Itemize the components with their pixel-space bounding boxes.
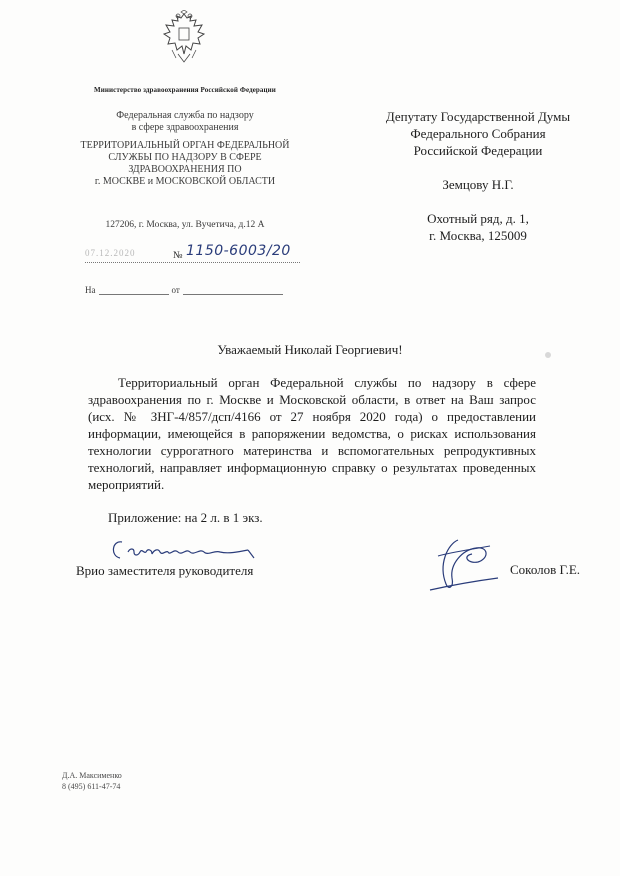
registration-line <box>85 243 305 262</box>
recipient-name: Земцову Н.Г. <box>442 177 514 192</box>
executor-block <box>62 770 122 792</box>
ministry-name: Министерство здравоохранения Российской Федерации <box>94 86 276 94</box>
recipient-block <box>358 108 598 244</box>
signer-position: Врио заместителя руководителя <box>76 563 254 578</box>
date-stamp: 07.12.2020 <box>85 248 136 258</box>
letter-body: Территориальный орган Федеральной службы по надзору в сфере здравоохранения по г. Москве и Московской области, в ответ на Ваш запрос (исх. № ЗНГ-4/857/дсп/4166 от 27 ноября 2020 года) о предоставлении информации, имеющейся в рапоряжении ведомства, о рисках использования технологии суррогатного материнства и вспомогательных репродуктивных технологий, направляет информационную справку о результатах проведенных мероприятий. <box>88 375 536 492</box>
on-label: На <box>85 285 96 295</box>
recipient-address-2: г. Москва, 125009 <box>429 228 527 243</box>
service-line-2: в сфере здравоохранения <box>131 122 239 133</box>
organ-line-2: СЛУЖБЫ ПО НАДЗОРУ В СФЕРЕ <box>108 152 262 163</box>
from-label: от <box>171 285 180 295</box>
organ-line-1: ТЕРРИТОРИАЛЬНЫЙ ОРГАН ФЕДЕРАЛЬНОЙ <box>80 140 290 151</box>
reference-line <box>85 285 315 295</box>
coat-of-arms-icon <box>158 10 210 68</box>
executor-phone: 8 (495) 611-47-74 <box>62 782 121 791</box>
organ-line-3: ЗДРАВООХРАНЕНИЯ ПО <box>128 164 242 175</box>
signature <box>418 534 508 594</box>
number-prefix: № <box>173 250 183 261</box>
signer-name: Соколов Г.Е. <box>510 562 581 577</box>
registration-rule <box>85 262 300 263</box>
recipient-address-1: Охотный ряд, д. 1, <box>427 211 529 226</box>
sender-address: 127206, г. Москва, ул. Вучетича, д.12 А <box>105 220 265 230</box>
attachment-note: Приложение: на 2 л. в 1 экз. <box>108 510 263 525</box>
registration-number: 1150-6003/20 <box>186 243 291 259</box>
service-line-1: Федеральная служба по надзору <box>116 110 254 121</box>
executor-name: Д.А. Максименко <box>62 771 122 780</box>
organ-line-4: г. МОСКВЕ и МОСКОВСКОЙ ОБЛАСТИ <box>94 176 276 187</box>
recipient-line-3: Российской Федерации <box>413 143 543 158</box>
salutation: Уважаемый Николай Георгиевич! <box>217 342 403 357</box>
recipient-line-1: Депутату Государственной Думы <box>385 109 571 124</box>
recipient-line-2: Федерального Собрания <box>410 126 546 141</box>
sender-block <box>55 110 315 188</box>
